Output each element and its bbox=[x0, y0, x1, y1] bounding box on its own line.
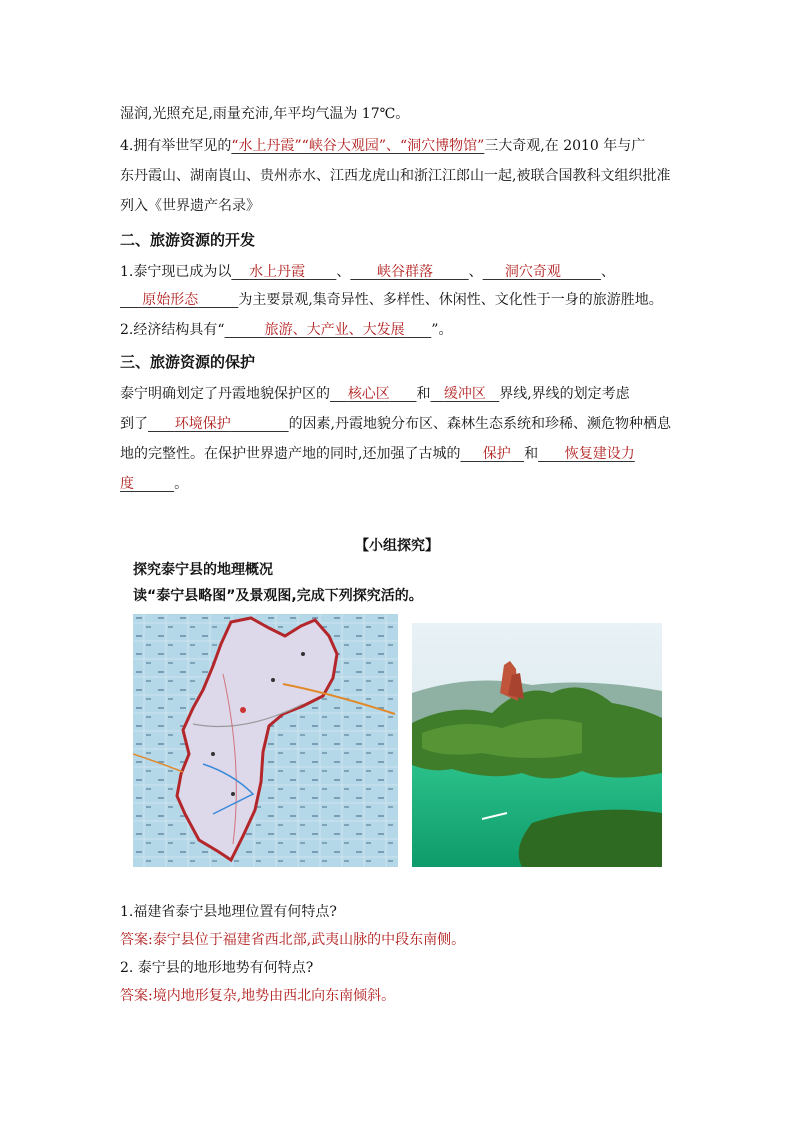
answer-blank: 核心区 bbox=[347, 386, 390, 402]
group-instruction: 读“泰宁县略图”及景观图,完成下列探究活的。 bbox=[133, 588, 423, 604]
paragraph-line: 度 。 bbox=[120, 476, 189, 492]
question-2: 2.经济结构具有“ 旅游、大产业、大发展 ”。 bbox=[120, 322, 453, 338]
question-item: 2. 泰宁县的地形地势有何特点? bbox=[120, 960, 314, 976]
answer-blank: 恢复建设力 bbox=[564, 446, 635, 462]
answer-blank: “水上丹霞”“峡谷大观园”、“洞穴博物馆” bbox=[231, 138, 485, 154]
text-line: 东丹霞山、湖南崀山、贵州赤水、江西龙虎山和浙江江郎山一起,被联合国教科文组织批准 bbox=[120, 168, 671, 184]
text-line: 湿润,光照充足,雨量充沛,年平均气温为 17℃。 bbox=[120, 106, 410, 122]
paragraph-line: 到了 环境保护 的因素,丹霞地貌分布区、森林生态系统和珍稀、濒危物种栖息 bbox=[120, 416, 672, 432]
answer-blank: 原始形态 bbox=[142, 292, 199, 308]
answer-blank: 度 bbox=[120, 476, 134, 492]
answer-blank: 缓冲区 bbox=[443, 386, 486, 402]
answer-blank: 旅游、大产业、大发展 bbox=[264, 322, 405, 338]
scenic-svg bbox=[412, 623, 662, 867]
map-svg bbox=[133, 614, 398, 867]
group-title: 【小组探究】 bbox=[355, 538, 439, 554]
question-item: 1.福建省泰宁县地理位置有何特点? bbox=[120, 904, 337, 920]
paragraph-line: 地的完整性。在保护世界遗产地的同时,还加强了古城的 保护 和 恢复建设力 bbox=[120, 446, 635, 462]
section-heading: 二、旅游资源的开发 bbox=[120, 231, 256, 249]
section-heading: 三、旅游资源的保护 bbox=[120, 353, 256, 371]
answer-blank: 保护 bbox=[482, 446, 511, 462]
answer-blank: 洞穴奇观 bbox=[504, 264, 561, 280]
text-line: 列入《世界遗产名录》 bbox=[120, 198, 260, 214]
answer-text: 答案:境内地形复杂,地势由西北向东南倾斜。 bbox=[120, 988, 396, 1004]
paragraph-line: 泰宁明确划定了丹霞地貌保护区的 核心区 和 缓冲区 界线,界线的划定考虑 bbox=[120, 386, 630, 402]
scenic-photo bbox=[412, 623, 662, 867]
county-map-image bbox=[133, 614, 398, 867]
item-4: 4.拥有举世罕见的“水上丹霞”“峡谷大观园”、“洞穴博物馆”三大奇观,在 2010 年与广 bbox=[120, 138, 646, 154]
answer-blank: 水上丹霞 bbox=[249, 264, 306, 280]
answer-blank: 环境保护 bbox=[174, 416, 231, 432]
answer-text: 答案:泰宁县位于福建省西北部,武夷山脉的中段东南侧。 bbox=[120, 932, 466, 948]
question-1-cont: 原始形态 为主要景观,集奇异性、多样性、休闲性、文化性于一身的旅游胜地。 bbox=[120, 290, 663, 310]
answer-blank: 峡谷群落 bbox=[377, 264, 434, 280]
group-subtitle: 探究泰宁县的地理概况 bbox=[133, 562, 273, 578]
question-1: 1.泰宁现已成为以 水上丹霞 、 峡谷群落 、 洞穴奇观 、 bbox=[120, 264, 615, 280]
